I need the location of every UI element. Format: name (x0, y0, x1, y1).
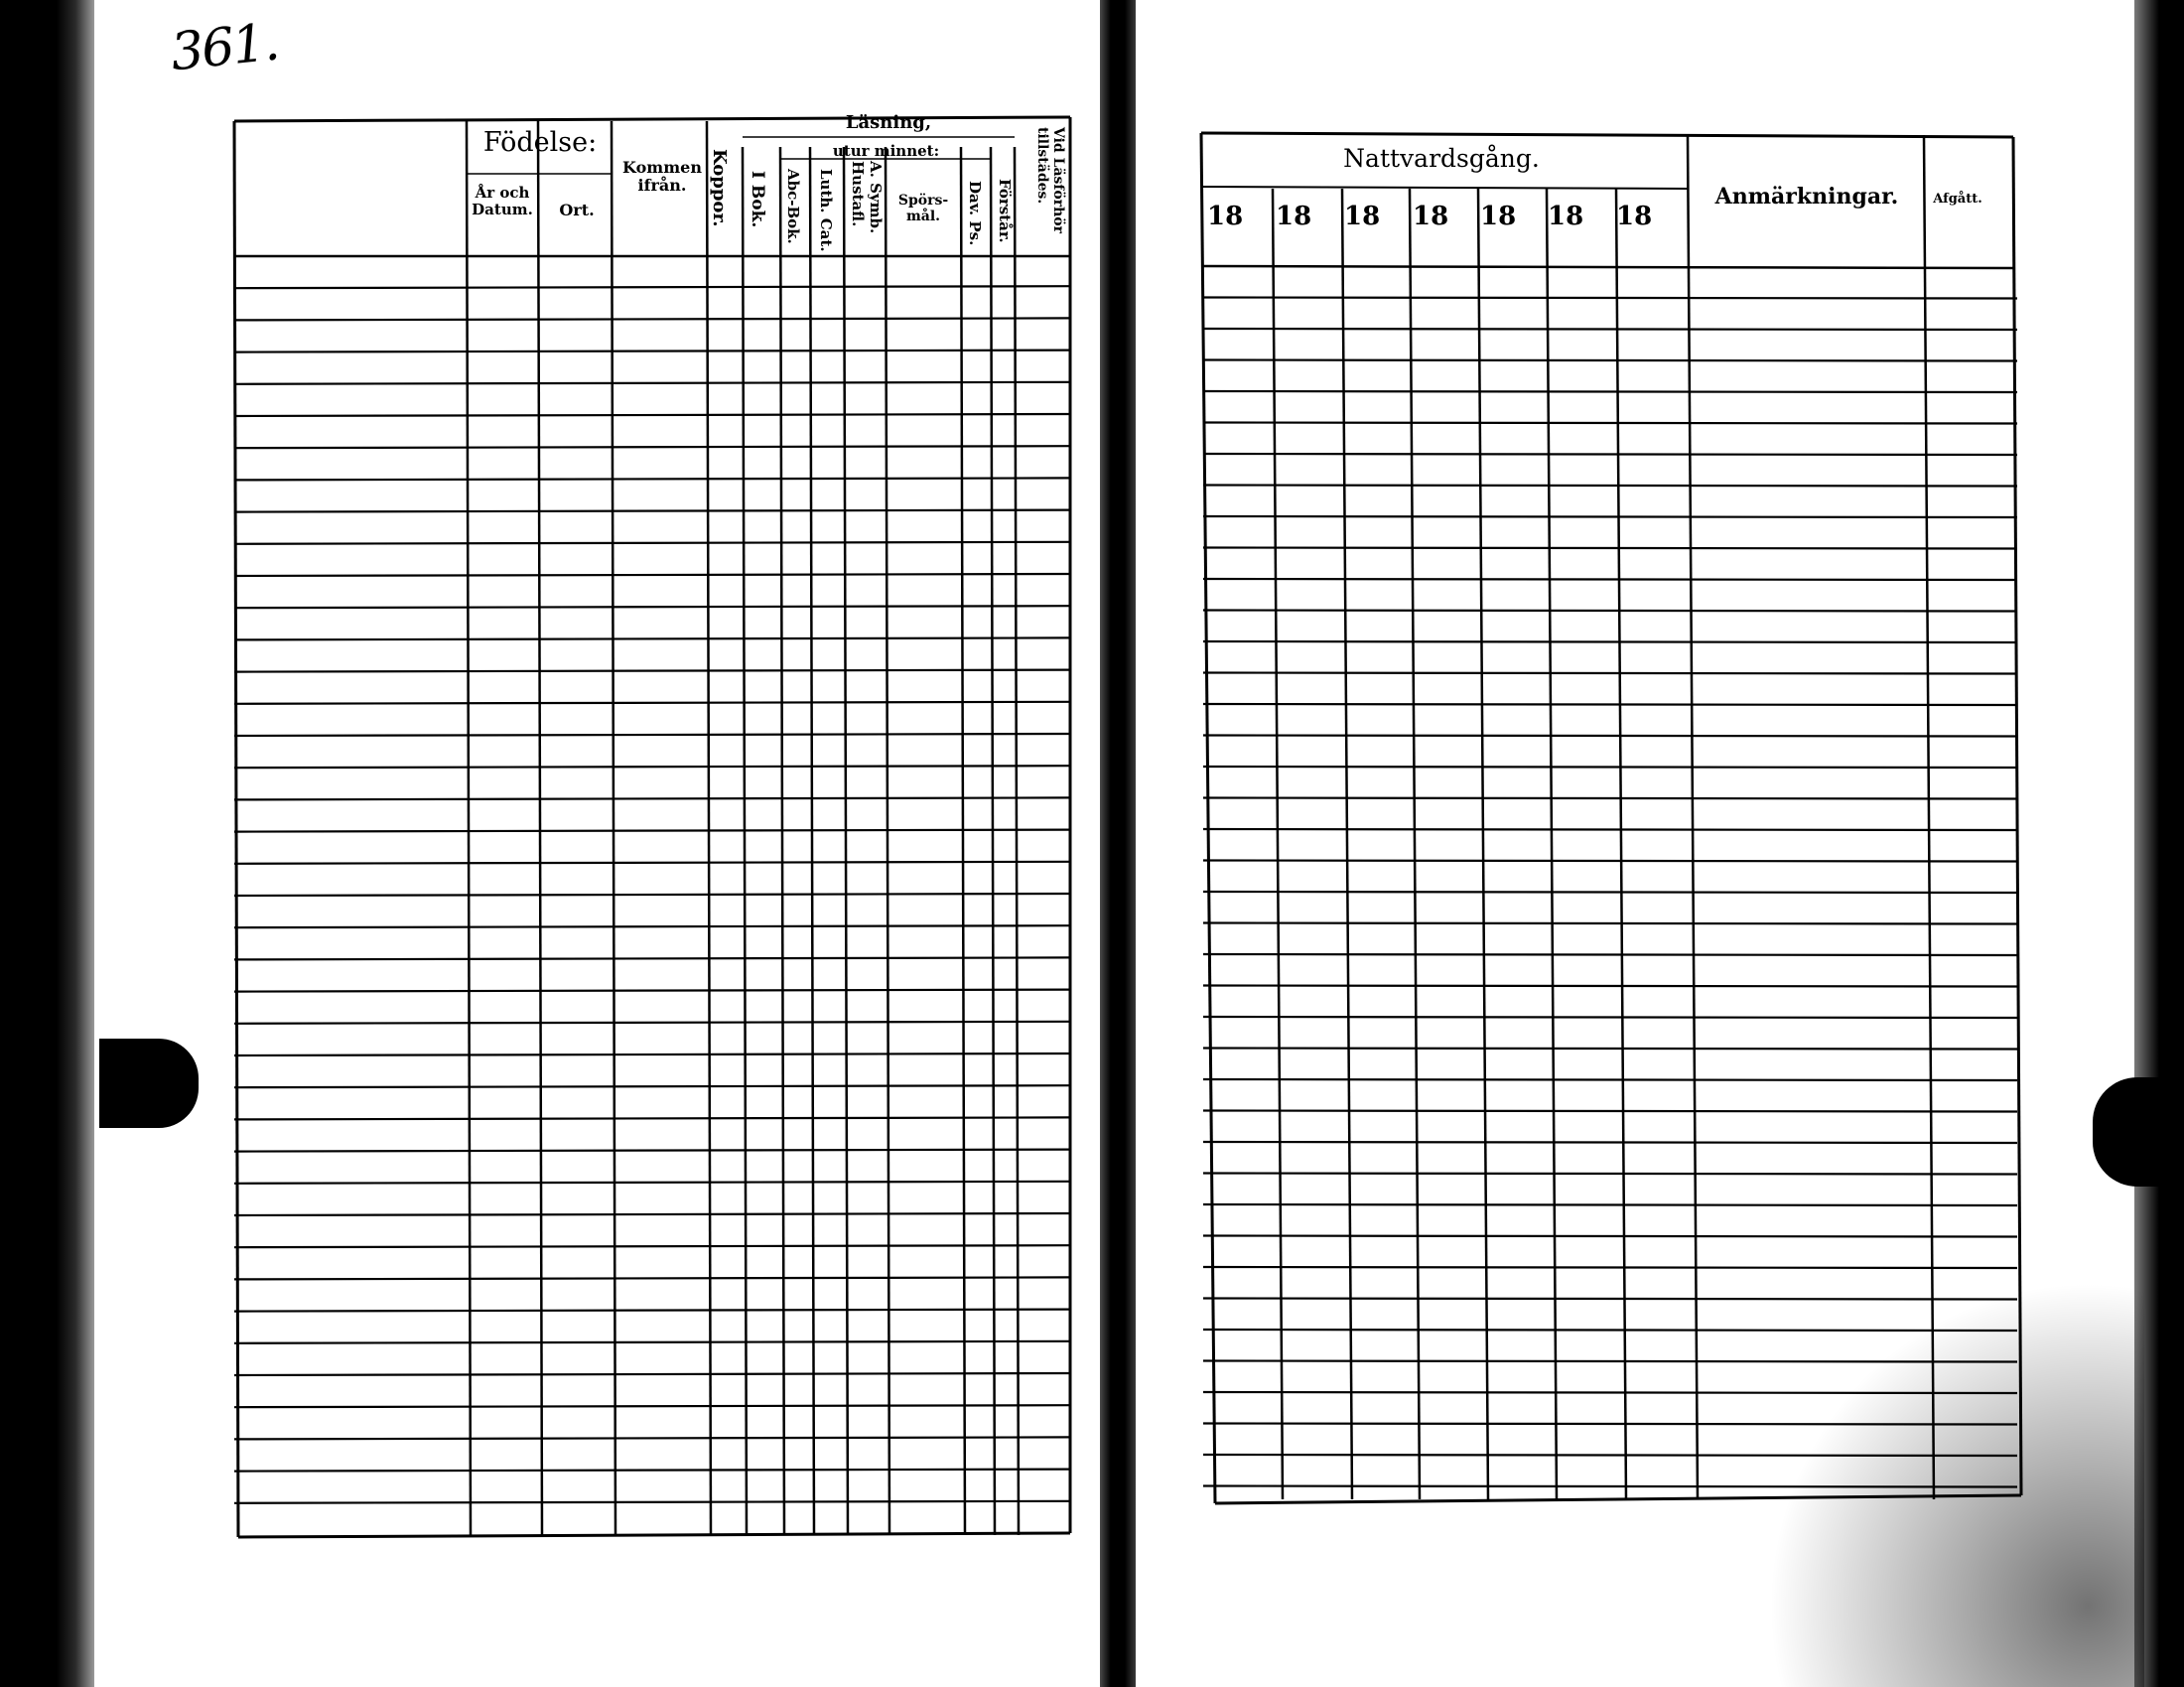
table-column-line (707, 121, 711, 1535)
table-row-line (1203, 736, 2017, 737)
table-column-line (467, 121, 471, 1535)
table-row-line (234, 542, 1070, 544)
table-column-line (780, 147, 784, 1535)
table-row-line (234, 894, 1070, 896)
communion-year-cell: 18 (1548, 202, 1584, 231)
table-row-line (234, 1085, 1070, 1087)
table-column-line (1616, 189, 1626, 1499)
table-row-line (1203, 360, 2017, 361)
table-row-line (234, 478, 1070, 480)
table-row-line (1203, 767, 2017, 768)
communion-subheader-line (1201, 187, 1688, 189)
questions-label: Spörs-mål. (897, 193, 949, 225)
symb-hustafl-label: A. Symb. Hustafl. (849, 161, 885, 234)
table-row-line (234, 925, 1070, 927)
table-row-line (1203, 1142, 2017, 1143)
page-number: 361. (168, 12, 281, 83)
remarks-label: Anmärkningar. (1714, 184, 1899, 210)
table-row-line (1203, 1017, 2017, 1018)
table-column-line (1342, 189, 1352, 1499)
table-row-line (1203, 1236, 2017, 1237)
table-row-line (234, 446, 1070, 448)
table-row-line (234, 1277, 1070, 1279)
table-column-line (886, 147, 889, 1535)
table-row-line (234, 414, 1070, 416)
table-row-line (1203, 1267, 2017, 1268)
from-memory-label: utur minnet: (832, 142, 940, 160)
smallpox-label: Koppor. (709, 149, 730, 227)
table-row-line (1203, 1204, 2017, 1205)
table-column-line (1015, 147, 1019, 1535)
table-row-line (234, 318, 1070, 320)
table-row-line (1203, 298, 2017, 299)
table-row-line (234, 1117, 1070, 1119)
table-row-line (234, 766, 1070, 768)
table-column-line (991, 147, 995, 1535)
table-row-line (1203, 986, 2017, 987)
table-row-line (234, 286, 1070, 288)
table-row-line (1203, 641, 2017, 642)
header-bottom-line (1201, 266, 2013, 268)
dav-ps-label: Dav. Ps. (966, 181, 984, 246)
table-row-line (234, 574, 1070, 576)
table-row-line (1203, 1049, 2017, 1050)
table-row-line (234, 637, 1070, 639)
table-column-line (1478, 189, 1488, 1499)
communion-year-cell: 18 (1480, 202, 1517, 231)
table-column-line (1273, 189, 1283, 1499)
table-border-bottom (1215, 1495, 2021, 1503)
communion-year-cell: 18 (1413, 202, 1449, 231)
table-row-line (1203, 1455, 2017, 1456)
communion-year-cell: 18 (1276, 202, 1312, 231)
table-row-line (1203, 892, 2017, 893)
table-row-line (1203, 548, 2017, 549)
reading-header: Läsning, (845, 112, 932, 133)
table-row-line (234, 957, 1070, 959)
table-row-line (1203, 1111, 2017, 1112)
table-row-line (1203, 923, 2017, 924)
table-row-line (1203, 391, 2017, 392)
book-label: I Bok. (748, 171, 767, 228)
table-row-line (1203, 1424, 2017, 1425)
table-row-line (234, 734, 1070, 736)
table-row-line (234, 382, 1070, 384)
table-border-top (1201, 133, 2013, 137)
table-column-line (844, 147, 848, 1535)
table-row-line (1203, 329, 2017, 330)
table-row-line (234, 510, 1070, 512)
communion-year-cell: 18 (1207, 202, 1244, 231)
catechism-meeting-label: Vid Läsförhör tillstädes. (1034, 127, 1066, 234)
table-column-line (743, 147, 747, 1535)
table-border-left (234, 121, 238, 1537)
table-column-line (1547, 189, 1557, 1499)
birth-place-label: Ort. (559, 201, 595, 219)
table-row-line (1203, 861, 2017, 862)
table-column-line (1410, 189, 1420, 1499)
table-row-line (1203, 486, 2017, 487)
table-row-line (1203, 704, 2017, 705)
table-row-line (1203, 954, 2017, 955)
table-row-line (1203, 1299, 2017, 1300)
birth-year-date-label: År och Datum. (472, 184, 533, 219)
table-column-line (961, 147, 965, 1535)
table-row-line (1203, 673, 2017, 674)
table-row-line (1203, 829, 2017, 830)
communion-year-cell: 18 (1344, 202, 1381, 231)
table-row-line (1203, 454, 2017, 455)
table-row-line (234, 606, 1070, 608)
understanding-label: Förstår. (996, 179, 1014, 243)
table-row-line (234, 830, 1070, 832)
table-column-line (1688, 135, 1698, 1499)
table-column-line (612, 121, 615, 1535)
table-row-line (234, 1310, 1070, 1312)
table-row-line (1203, 1361, 2017, 1362)
table-row-line (234, 1245, 1070, 1247)
table-row-line (1203, 579, 2017, 580)
table-row-line (1203, 1486, 2017, 1487)
table-row-line (234, 1470, 1070, 1472)
came-from-label: Kommen ifrån. (622, 158, 702, 196)
table-border-bottom (238, 1533, 1070, 1537)
table-border-right (2013, 137, 2021, 1495)
table-row-line (234, 862, 1070, 864)
table-row-line (234, 702, 1070, 704)
table-row-line (1203, 1174, 2017, 1175)
table-column-line (810, 147, 814, 1535)
table-row-line (234, 1341, 1070, 1343)
table-row-line (234, 670, 1070, 672)
table-row-line (1203, 516, 2017, 517)
departed-label: Afgått. (1933, 192, 1982, 207)
table-column-line (538, 121, 542, 1535)
table-row-line (234, 1437, 1070, 1439)
luth-cat-label: Luth. Cat. (817, 169, 835, 252)
table-row-line (1203, 611, 2017, 612)
table-row-line (234, 1501, 1070, 1503)
table-row-line (234, 1150, 1070, 1152)
table-row-line (1203, 423, 2017, 424)
table-row-line (234, 1373, 1070, 1375)
table-row-line (1203, 1079, 2017, 1080)
table-row-line (234, 990, 1070, 992)
table-row-line (234, 1213, 1070, 1215)
table-row-line (234, 1054, 1070, 1055)
table-row-line (234, 797, 1070, 799)
table-row-line (234, 1022, 1070, 1024)
communion-header: Nattvardsgång. (1343, 144, 1540, 173)
table-column-line (1924, 135, 1934, 1499)
birth-header: Födelse: (482, 127, 598, 158)
abc-book-label: Abc-Bok. (784, 169, 802, 244)
table-row-line (234, 1182, 1070, 1184)
communion-year-cell: 18 (1616, 202, 1653, 231)
table-row-line (1203, 1330, 2017, 1331)
table-row-line (1203, 798, 2017, 799)
table-row-line (234, 351, 1070, 352)
table-row-line (1203, 1392, 2017, 1393)
table-row-line (234, 1405, 1070, 1407)
